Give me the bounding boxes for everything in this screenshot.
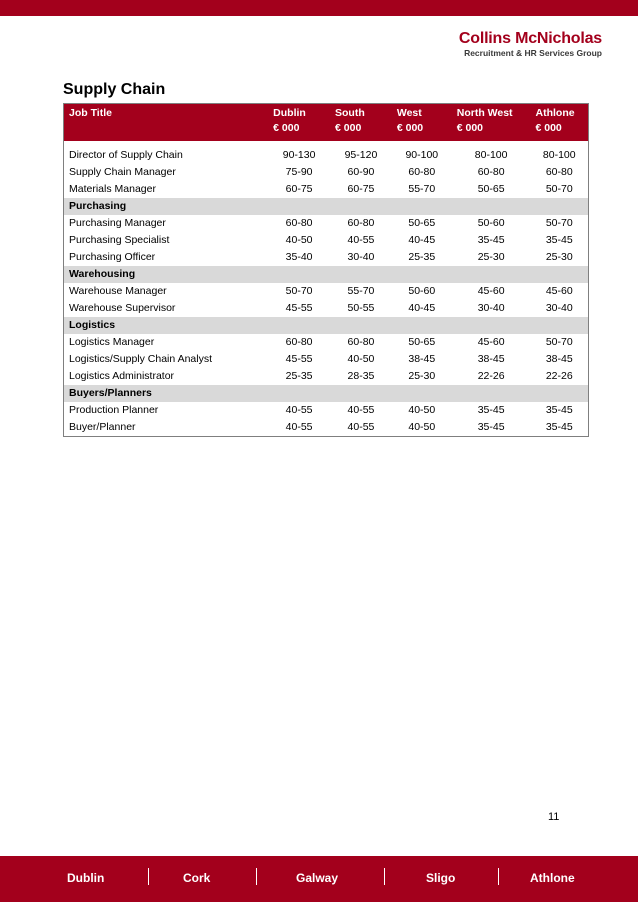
- job-title-cell: Production Planner: [69, 404, 159, 416]
- section-row: [64, 266, 589, 283]
- company-logo: [459, 30, 602, 59]
- salary-cell: 60-80: [347, 217, 375, 229]
- table-row: [64, 334, 589, 351]
- salary-cell: 60-80: [545, 166, 573, 178]
- salary-cell: 38-45: [545, 353, 573, 365]
- salary-cell: 95-120: [344, 149, 378, 161]
- section-label: Purchasing: [64, 198, 589, 215]
- salary-cell: 50-55: [347, 302, 375, 314]
- column-header: [330, 104, 392, 142]
- column-header-label: Athlone: [535, 107, 575, 119]
- salary-cell: 80-100: [474, 149, 508, 161]
- salary-cell: 50-70: [545, 183, 573, 195]
- table-row: [64, 419, 589, 437]
- table-row: [64, 402, 589, 419]
- column-header: [268, 104, 330, 142]
- salary-cell: 35-45: [477, 404, 505, 416]
- table-row: [64, 181, 589, 198]
- salary-cell: 30-40: [477, 302, 505, 314]
- salary-cell: 50-70: [285, 285, 313, 297]
- column-header-label: North West: [456, 107, 513, 119]
- salary-cell: 60-80: [347, 336, 375, 348]
- salary-cell: 45-60: [477, 285, 505, 297]
- salary-cell: 45-55: [285, 302, 313, 314]
- job-title-cell: Director of Supply Chain: [69, 149, 183, 161]
- table-row: [64, 147, 589, 164]
- table-row: [64, 300, 589, 317]
- job-title-cell: Supply Chain Manager: [69, 166, 176, 178]
- salary-cell: 25-35: [285, 370, 313, 382]
- salary-cell: 22-26: [477, 370, 505, 382]
- salary-cell: 80-100: [542, 149, 576, 161]
- table-row: [64, 351, 589, 368]
- table-header-row: [64, 104, 589, 142]
- salary-cell: 50-65: [408, 336, 436, 348]
- salary-cell: 40-50: [408, 421, 436, 433]
- salary-cell: 60-80: [285, 336, 313, 348]
- section-row: [64, 385, 589, 402]
- job-title-cell: Purchasing Manager: [69, 217, 166, 229]
- section-label: Buyers/Planners: [64, 385, 589, 402]
- job-title-cell: Purchasing Officer: [69, 251, 156, 263]
- table-row: [64, 368, 589, 385]
- salary-cell: 60-75: [285, 183, 313, 195]
- salary-cell: 45-60: [545, 285, 573, 297]
- footer-separator: [384, 868, 385, 885]
- salary-cell: 30-40: [347, 251, 375, 263]
- footer-location: Cork: [183, 871, 211, 885]
- salary-cell: 60-80: [408, 166, 436, 178]
- salary-cell: 35-45: [545, 421, 573, 433]
- table-row: [64, 215, 589, 232]
- salary-cell: 35-40: [285, 251, 313, 263]
- salary-cell: 40-55: [285, 404, 313, 416]
- logo-name: Collins McNicholas: [458, 30, 602, 47]
- column-header-label: West: [396, 107, 422, 119]
- footer-location: Galway: [296, 871, 339, 885]
- salary-cell: 90-100: [405, 149, 439, 161]
- column-header-unit: € 000: [273, 122, 300, 134]
- table-row: [64, 249, 589, 266]
- salary-cell: 40-50: [285, 234, 313, 246]
- column-header-label: Dublin: [273, 107, 306, 119]
- salary-cell: 30-40: [545, 302, 573, 314]
- salary-cell: 45-55: [285, 353, 313, 365]
- footer-bar: [0, 856, 638, 902]
- salary-cell: 50-70: [545, 336, 573, 348]
- column-header: [452, 104, 531, 142]
- section-label: Warehousing: [64, 266, 589, 283]
- column-header: [64, 104, 269, 142]
- salary-cell: 35-45: [477, 421, 505, 433]
- footer-separator: [256, 868, 257, 885]
- column-header: [392, 104, 452, 142]
- salary-cell: 55-70: [347, 285, 375, 297]
- salary-cell: 60-80: [285, 217, 313, 229]
- footer-location: Dublin: [67, 871, 105, 885]
- salary-cell: 45-60: [477, 336, 505, 348]
- footer-location: Sligo: [426, 871, 456, 885]
- salary-cell: 35-45: [545, 234, 573, 246]
- salary-cell: 90-130: [282, 149, 316, 161]
- salary-cell: 40-45: [408, 302, 436, 314]
- salary-cell: 50-70: [545, 217, 573, 229]
- salary-cell: 22-26: [545, 370, 573, 382]
- salary-cell: 40-50: [347, 353, 375, 365]
- salary-cell: 38-45: [408, 353, 436, 365]
- job-title-cell: Logistics Administrator: [69, 370, 175, 382]
- salary-cell: 25-30: [545, 251, 573, 263]
- salary-cell: 50-65: [408, 217, 436, 229]
- job-title-cell: Logistics/Supply Chain Analyst: [69, 353, 212, 365]
- salary-cell: 60-90: [347, 166, 375, 178]
- column-header-label: Job Title: [69, 107, 112, 119]
- footer-separator: [498, 868, 499, 885]
- salary-cell: 50-60: [477, 217, 505, 229]
- column-header-unit: € 000: [396, 122, 424, 134]
- salary-cell: 35-45: [477, 234, 505, 246]
- salary-table: [63, 103, 589, 437]
- salary-cell: 38-45: [477, 353, 505, 365]
- job-title-cell: Warehouse Supervisor: [69, 302, 176, 314]
- column-header-unit: € 000: [456, 122, 484, 134]
- column-header-unit: € 000: [335, 122, 362, 134]
- salary-cell: 40-50: [408, 404, 436, 416]
- section-row: [64, 198, 589, 215]
- salary-cell: 40-45: [408, 234, 436, 246]
- table-row: [64, 164, 589, 181]
- table-row: [64, 283, 589, 300]
- job-title-cell: Warehouse Manager: [69, 285, 167, 297]
- salary-cell: 60-80: [477, 166, 505, 178]
- salary-cell: 60-75: [347, 183, 375, 195]
- salary-cell: 40-55: [285, 421, 313, 433]
- salary-cell: 50-60: [408, 285, 436, 297]
- salary-cell: 75-90: [285, 166, 313, 178]
- page-number: 11: [548, 811, 560, 823]
- salary-cell: 40-55: [347, 234, 375, 246]
- salary-cell: 25-35: [408, 251, 436, 263]
- table-body: [64, 141, 589, 437]
- footer-separator: [148, 868, 149, 885]
- section-label: Logistics: [64, 317, 589, 334]
- job-title-cell: Logistics Manager: [69, 336, 155, 348]
- section-row: [64, 317, 589, 334]
- salary-cell: 55-70: [408, 183, 436, 195]
- salary-cell: 50-65: [477, 183, 505, 195]
- job-title-cell: Materials Manager: [69, 183, 156, 195]
- job-title-cell: Buyer/Planner: [69, 421, 136, 433]
- column-header-unit: € 000: [535, 122, 562, 134]
- logo-tagline: Recruitment & HR Services Group: [464, 48, 602, 58]
- page-title: Supply Chain: [63, 81, 166, 98]
- salary-cell: 25-30: [477, 251, 505, 263]
- job-title-cell: Purchasing Specialist: [69, 234, 170, 246]
- salary-cell: 40-55: [347, 421, 375, 433]
- salary-cell: 40-55: [347, 404, 375, 416]
- top-bar: [0, 0, 638, 16]
- salary-cell: 35-45: [545, 404, 573, 416]
- column-header: [531, 104, 589, 142]
- footer-location: Athlone: [530, 871, 575, 885]
- table-row: [64, 232, 589, 249]
- salary-cell: 28-35: [347, 370, 375, 382]
- salary-cell: 25-30: [408, 370, 436, 382]
- column-header-label: South: [335, 107, 365, 119]
